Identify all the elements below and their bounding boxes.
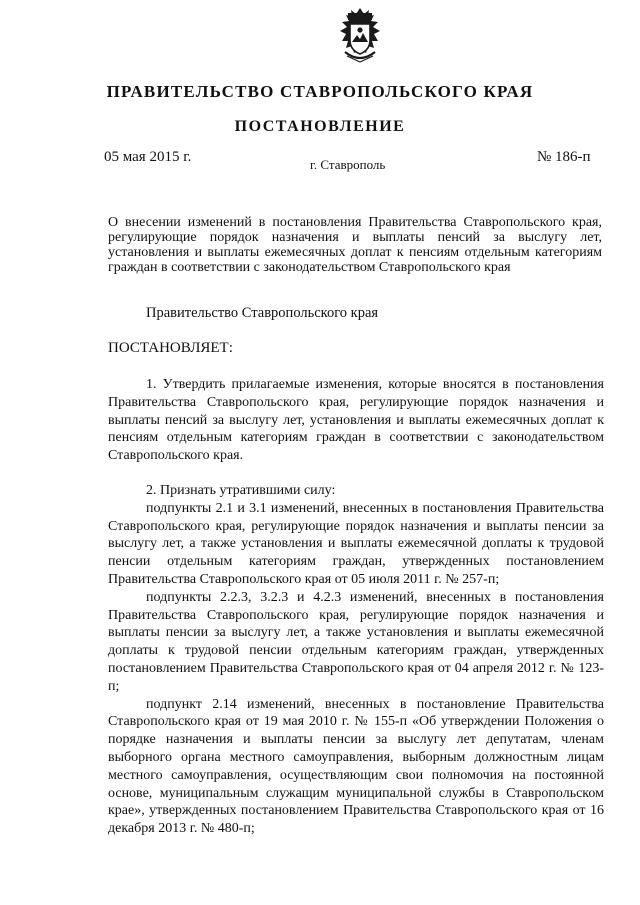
decree-city: г. Ставрополь bbox=[310, 157, 386, 172]
paragraph-2-item-3: подпункт 2.14 изменений, внесенных в постановление Правительства Ставропольского края от 19 мая 2010 г. № 155-п «Об утверждении Положения о порядке назначения и выплаты пенсии за выслугу лет депутатам, членам выборного органа местного самоуправления, выборным должностным лицам местного самоуправления, осуществляющим свои полномочия на постоянной основе, муниципальным служащим муниципальной службы в Ставропольском крае», утвержденных постановлением Правительства Ставропольского края от 16 декабря 2013 г. № 480-п; bbox=[108, 696, 604, 837]
stavropol-coat-of-arms-icon bbox=[333, 6, 387, 66]
decree-title: ПОСТАНОВЛЕНИЕ bbox=[234, 118, 406, 135]
decree-subject: О внесении изменений в постановления Правительства Ставропольского края, регулирующие порядок назначения и выплаты пенсий за выслугу лет, установления и выплаты ежемесячных доплат к пенсиям отдельным категориям граждан в соответствии с законодательством Ставропольского края bbox=[108, 215, 602, 275]
decree-body bbox=[108, 376, 604, 838]
lead-line: Правительство Ставропольского края bbox=[146, 305, 379, 321]
decree-date: 05 мая 2015 г. bbox=[104, 149, 192, 165]
government-title: ПРАВИТЕЛЬСТВО СТАВРОПОЛЬСКОГО КРАЯ bbox=[106, 82, 534, 101]
paragraph-2-item-2: подпункты 2.2.3, 3.2.3 и 4.2.3 изменений, внесенных в постановления Правительства Ставропольского края, регулирующие порядок назначения и выплаты пенсии за выслугу лет, а также установления и выплаты ежемесячной доплаты к трудовой пенсии отдельным категориям граждан, утвержденных постановлением Правительства Ставропольского края от 04 апреля 2012 г. № 123-п; bbox=[108, 589, 604, 694]
paragraph-1: 1. Утвердить прилагаемые изменения, которые вносятся в постановления Правительства Ставропольского края, регулирующие порядок назначения и выплаты пенсий за выслугу лет, установления и выплаты ежемесячных доплат к пенсиям отдельным категориям граждан в соответствии с законодательством Ставропольского края. bbox=[108, 377, 604, 464]
decree-number: № 186-п bbox=[537, 149, 591, 165]
paragraph-2: 2. Признать утратившими силу: bbox=[146, 482, 336, 498]
resolves-heading: ПОСТАНОВЛЯЕТ: bbox=[108, 340, 233, 356]
paragraph-2-item-1: подпункты 2.1 и 3.1 изменений, внесенных в постановления Правительства Ставропольского края, регулирующие порядок назначения и выплаты пенсии за выслугу лет, а также установления и выплаты ежемесячной доплаты к трудовой пенсии отдельным категориям граждан, утвержденных постановлением Правительства Ставропольского края от 05 июля 2011 г. № 257-п; bbox=[108, 500, 604, 587]
